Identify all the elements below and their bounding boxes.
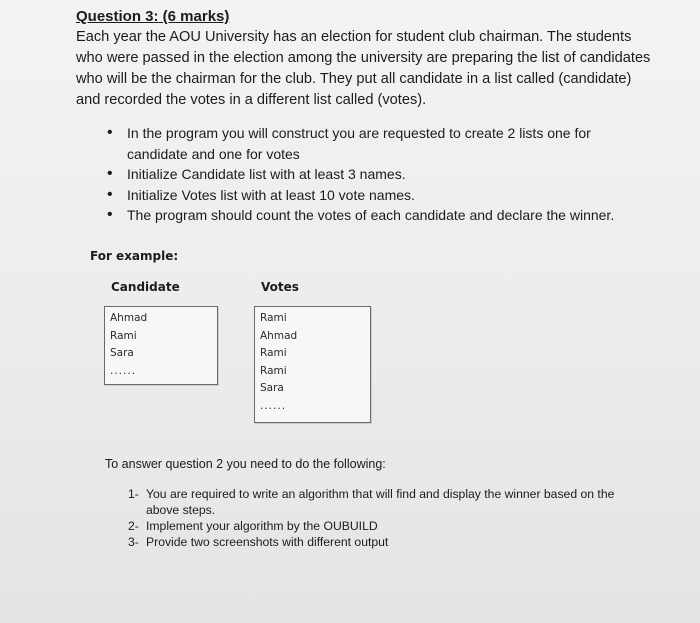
step-text: You are required to write an algorithm that will find and display the winner based on the above steps.: [146, 487, 615, 517]
requirements-list: [107, 123, 647, 226]
vote-name: Rami: [260, 347, 287, 359]
votes-list-box: [254, 306, 371, 423]
candidate-name: Sara: [110, 347, 134, 359]
vote-name: Ahmad: [260, 329, 298, 342]
vote-name: Rami: [260, 312, 287, 324]
candidate-name: Ahmad: [110, 312, 148, 324]
question-title: Question 3: (6 marks): [76, 8, 230, 25]
vote-name: Rami: [260, 364, 287, 377]
candidate-name: Rami: [110, 329, 137, 342]
step-number: 3-: [128, 535, 139, 549]
step-number: 1-: [128, 487, 139, 501]
list-ellipsis: ......: [260, 399, 287, 412]
question-paragraph: Each year the AOU University has an election for student club chairman. The students who were passed in the election among the university are preparing the list of candidates who will be the chairman for the club. They put all candidate in a list called (candidate) and recorded the votes in a different list called (votes).: [76, 29, 651, 108]
step-text: Provide two screenshots with different output: [146, 535, 389, 549]
requirement-item: • Initialize Candidate list with at least 3 names.: [107, 164, 647, 185]
step-item: [128, 534, 648, 550]
example-label: For example:: [90, 249, 179, 263]
list-ellipsis: ......: [110, 364, 137, 377]
candidate-list-box: [104, 306, 218, 385]
requirement-item: • The program should count the votes of each candidate and declare the winner.: [107, 205, 647, 226]
votes-header: Votes: [261, 280, 299, 294]
step-item: [128, 518, 648, 534]
step-text: Implement your algorithm by the OUBUILD: [146, 519, 378, 533]
vote-name: Sara: [260, 382, 284, 394]
candidate-header: Candidate: [111, 280, 180, 294]
instructions-intro: To answer question 2 you need to do the following:: [105, 457, 386, 471]
requirement-item: • In the program you will construct you are requested to create 2 lists one for candidate and one for votes: [107, 123, 647, 164]
step-number: 2-: [128, 519, 139, 533]
requirement-item: • Initialize Votes list with at least 10 vote names.: [107, 185, 647, 206]
step-item: [128, 486, 648, 518]
instructions-steps: [128, 486, 648, 550]
